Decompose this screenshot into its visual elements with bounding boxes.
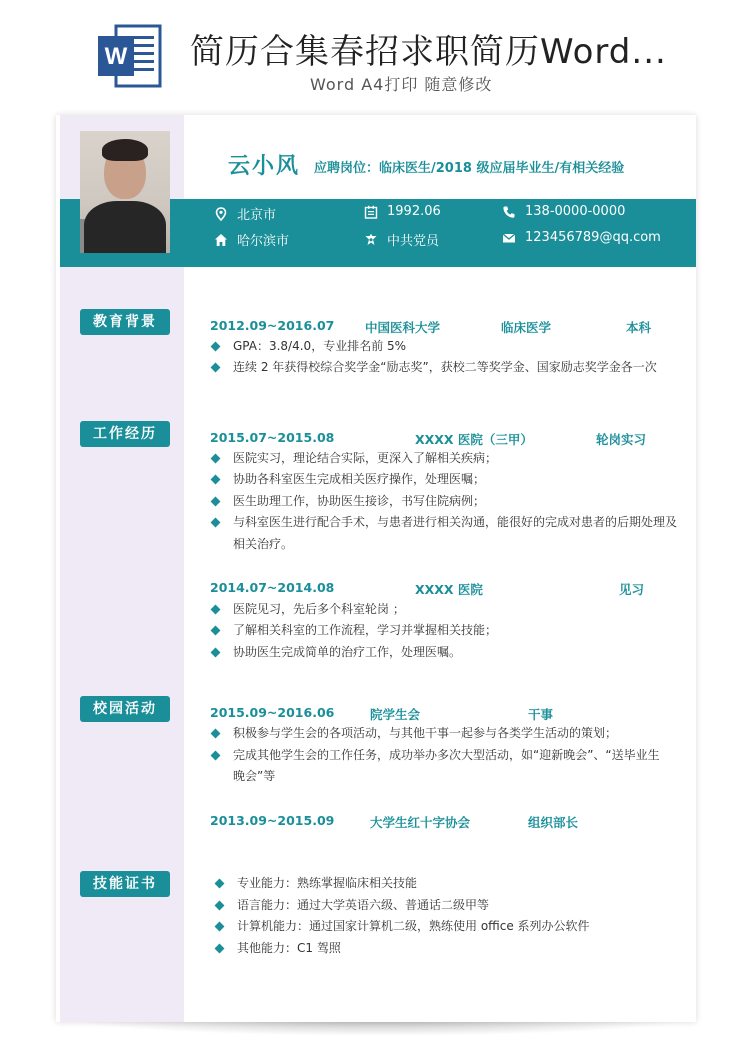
work-date: 2014.07~2014.08 — [210, 580, 335, 595]
phone-icon — [502, 205, 516, 219]
education-date: 2012.09~2016.07 — [210, 318, 335, 333]
info-location: 北京市 — [214, 204, 276, 223]
section-label-skills: 技能证书 — [80, 871, 170, 897]
info-hometown: 哈尔滨市 — [214, 230, 289, 249]
diamond-bullet-icon — [211, 729, 221, 739]
work-role: 见习 — [619, 582, 645, 597]
diamond-bullet-icon — [211, 475, 221, 485]
diamond-bullet-icon — [211, 342, 221, 352]
diamond-bullet-icon — [211, 363, 221, 373]
work-role: 轮岗实习 — [596, 432, 647, 447]
diamond-bullet-icon — [215, 901, 225, 911]
diamond-bullet-icon — [211, 648, 221, 658]
diamond-bullet-icon — [211, 751, 221, 761]
banner-subtitle: Word A4打印 随意修改 — [310, 75, 493, 94]
target-position: 应聘岗位：临床医生/2018 级应届毕业生/有相关经验 — [314, 161, 625, 176]
education-degree: 本科 — [626, 320, 652, 335]
campus-date: 2013.09~2015.09 — [210, 813, 335, 828]
envelope-icon — [502, 231, 516, 245]
work-org: XXXX 医院 — [415, 582, 483, 597]
info-email: 123456789@qq.com — [502, 230, 661, 245]
diamond-bullet-icon — [211, 497, 221, 507]
location-pin-icon — [214, 207, 228, 221]
word-doc-icon — [96, 22, 164, 90]
work-date: 2015.07~2015.08 — [210, 430, 335, 445]
education-school: 中国医科大学 — [365, 320, 441, 335]
campus-org: 大学生红十字协会 — [370, 815, 471, 830]
info-phone: 138-0000-0000 — [502, 204, 625, 219]
calendar-icon — [364, 205, 378, 219]
section-label-campus: 校园活动 — [80, 696, 170, 722]
diamond-bullet-icon — [211, 605, 221, 615]
candidate-name: 云小风 — [228, 154, 301, 179]
avatar-photo — [80, 131, 170, 253]
education-major: 临床医学 — [501, 320, 552, 335]
svg-text:W: W — [104, 43, 128, 70]
resume-page: 云小风 应聘岗位：临床医生/2018 级应届毕业生/有相关经验 北京市 1992.06 138-0000-0000 哈尔滨市 中共党员 123456789@qq.com 教育背景 2012.09~2016.07 中国医科大学 临床医学 本科 GPA：3.8/4.0，专业排名前 5% 连续 2 年获得校综合奖学金“励志奖”，获校二等奖学金、国家励志奖学金各一次 工作经历 2015.07~2015.08 XXXX 医院（三甲） 轮岗实习 医院实习，理论结合实际，更深入了解相关疾病； 协助各科室医生完成相关医疗操作，处理医嘱； 医生助理工作，协助医生接诊，书写住院病例； 与科室医生进行配合手术，与患者进行相关沟通，能很好的完成对患者的后期处理及 相关治疗。 2014.07~2014.08 XXXX 医院 见习 医院见习，先后多个科室轮岗 ； 了解相关科室的工作流程，学习并掌握相关技能； 协助医生完成简单的治疗工作，处理医嘱。 校园活动 2015.09~2016.06 院学生会 干事 积极参与学生会的各项活动，与其他干事一起参与各类学生活动的策划； 完成其他学生会的工作任务，成功举办多次大型活动，如“迎新晚会”、“送毕业生 晚会”等 2013.09~2015.09 大学生红十字协会 组织部长 技能证书 专业能力：熟练掌握临床相关技能 语言能力：通过大学英语六级、普通话二级甲等 计算机能力：通过国家计算机二级，熟练使用 office 系列办公软件 其他能力：C1 驾照 — [56, 115, 696, 1022]
diamond-bullet-icon — [211, 454, 221, 464]
diamond-bullet-icon — [215, 944, 225, 954]
campus-org: 院学生会 — [370, 707, 421, 722]
info-politics: 中共党员 — [364, 230, 439, 249]
campus-date: 2015.09~2016.06 — [210, 705, 335, 720]
party-badge-icon — [364, 233, 378, 247]
section-label-education: 教育背景 — [80, 309, 170, 335]
banner-title: 简历合集春招求职简历Word... — [190, 32, 667, 72]
diamond-bullet-icon — [211, 626, 221, 636]
info-birth: 1992.06 — [364, 204, 441, 219]
campus-role: 组织部长 — [528, 815, 579, 830]
diamond-bullet-icon — [215, 922, 225, 932]
top-banner — [0, 0, 750, 108]
diamond-bullet-icon — [215, 879, 225, 889]
diamond-bullet-icon — [211, 518, 221, 528]
campus-role: 干事 — [528, 707, 554, 722]
section-label-work: 工作经历 — [80, 421, 170, 447]
work-org: XXXX 医院（三甲） — [415, 432, 533, 447]
home-icon — [214, 233, 228, 247]
